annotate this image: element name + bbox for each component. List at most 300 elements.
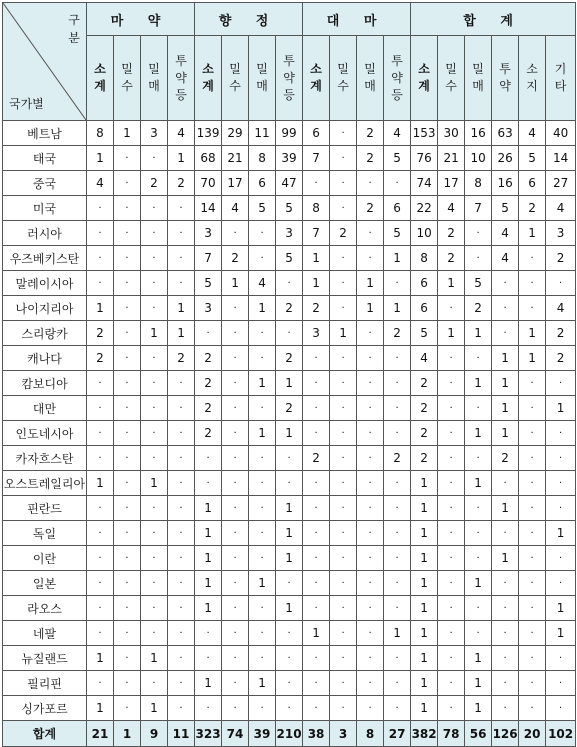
value-cell: · (141, 296, 168, 321)
value-cell: 2 (357, 121, 384, 146)
subheader-total-4 (519, 36, 546, 121)
subheader-label: 소지 (526, 62, 538, 93)
value-cell: 1 (195, 496, 222, 521)
value-cell: · (519, 421, 546, 446)
value-cell: · (465, 621, 492, 646)
value-cell: · (492, 296, 519, 321)
value-cell: · (330, 246, 357, 271)
value-cell: · (438, 596, 465, 621)
value-cell: 4 (546, 196, 576, 221)
value-cell: 1 (249, 571, 276, 596)
country-name: 오스트레일리아 (3, 471, 87, 496)
value-cell: · (114, 246, 141, 271)
value-cell: 1 (87, 296, 114, 321)
value-cell: · (276, 446, 303, 471)
value-cell: · (222, 521, 249, 546)
value-cell: · (438, 671, 465, 696)
value-cell: 153 (411, 121, 438, 146)
value-cell: 2 (195, 396, 222, 421)
value-cell: · (168, 196, 195, 221)
table-row (3, 396, 576, 421)
value-cell: · (519, 496, 546, 521)
value-cell: · (384, 421, 411, 446)
value-cell: · (87, 621, 114, 646)
value-cell: · (357, 646, 384, 671)
value-cell: · (222, 221, 249, 246)
value-cell: 1 (195, 596, 222, 621)
value-cell: · (249, 621, 276, 646)
value-cell: · (276, 321, 303, 346)
value-cell: 4 (168, 121, 195, 146)
value-cell: · (249, 546, 276, 571)
value-cell: · (546, 571, 576, 596)
value-cell: 1 (465, 571, 492, 596)
value-cell: 1 (276, 371, 303, 396)
value-cell: · (222, 421, 249, 446)
value-cell: · (438, 646, 465, 671)
subheader-label: 소계 (94, 62, 106, 93)
table-row (3, 671, 576, 696)
value-cell: 39 (249, 721, 276, 747)
subheader-total-5 (546, 36, 576, 121)
value-cell: · (249, 246, 276, 271)
value-cell: · (438, 346, 465, 371)
value-cell: 1 (249, 371, 276, 396)
value-cell: · (492, 596, 519, 621)
value-cell: 21 (222, 146, 249, 171)
value-cell: · (330, 371, 357, 396)
value-cell: · (303, 171, 330, 196)
value-cell: 1 (330, 321, 357, 346)
value-cell: · (465, 546, 492, 571)
value-cell: 27 (384, 721, 411, 747)
value-cell: 102 (546, 721, 576, 747)
value-cell: · (276, 571, 303, 596)
value-cell: · (114, 546, 141, 571)
country-column-label: 국가별 (9, 97, 44, 111)
value-cell: · (195, 471, 222, 496)
value-cell: 6 (411, 271, 438, 296)
value-cell: 1 (195, 671, 222, 696)
value-cell: 1 (492, 396, 519, 421)
value-cell: 1 (357, 296, 384, 321)
value-cell: 1 (492, 371, 519, 396)
value-cell: · (276, 621, 303, 646)
value-cell: · (249, 446, 276, 471)
value-cell: · (195, 696, 222, 721)
value-cell: 99 (276, 121, 303, 146)
value-cell: 27 (546, 171, 576, 196)
value-cell: 1 (141, 321, 168, 346)
subheader-label: 소계 (418, 62, 430, 93)
country-name: 말레이시아 (3, 271, 87, 296)
value-cell: 6 (249, 171, 276, 196)
value-cell: · (168, 596, 195, 621)
value-cell: 14 (195, 196, 222, 221)
value-cell: · (492, 621, 519, 646)
value-cell: 5 (249, 196, 276, 221)
value-cell: · (222, 646, 249, 671)
value-cell: · (519, 621, 546, 646)
value-cell: · (249, 596, 276, 621)
value-cell: · (141, 346, 168, 371)
value-cell: 2 (276, 346, 303, 371)
value-cell: 38 (303, 721, 330, 747)
value-cell: 17 (222, 171, 249, 196)
value-cell: 1 (465, 371, 492, 396)
value-cell: 3 (330, 721, 357, 747)
value-cell: · (465, 346, 492, 371)
value-cell: 126 (492, 721, 519, 747)
value-cell: 1 (222, 271, 249, 296)
value-cell: · (357, 696, 384, 721)
table-row (3, 646, 576, 671)
value-cell: · (168, 646, 195, 671)
value-cell: · (330, 171, 357, 196)
value-cell: · (519, 396, 546, 421)
value-cell: 4 (492, 221, 519, 246)
subheader-total-3 (492, 36, 519, 121)
value-cell: 1 (411, 621, 438, 646)
value-cell: 4 (519, 121, 546, 146)
value-cell: 11 (249, 121, 276, 146)
value-cell: · (357, 671, 384, 696)
value-cell: 16 (492, 171, 519, 196)
subheader-narcotics-2 (141, 36, 168, 121)
value-cell: 7 (303, 146, 330, 171)
value-cell: 70 (195, 171, 222, 196)
value-cell: 1 (249, 296, 276, 321)
value-cell: 1 (546, 521, 576, 546)
value-cell: · (492, 321, 519, 346)
value-cell: 5 (384, 146, 411, 171)
value-cell: · (276, 671, 303, 696)
value-cell: · (384, 596, 411, 621)
subheader-label: 소계 (202, 62, 214, 93)
value-cell: · (276, 471, 303, 496)
table-row (3, 621, 576, 646)
value-cell: 1 (114, 721, 141, 747)
value-cell: · (222, 496, 249, 521)
subheader-cannabis-0 (303, 36, 330, 121)
value-cell: · (519, 521, 546, 546)
value-cell: 9 (141, 721, 168, 747)
value-cell: · (519, 571, 546, 596)
value-cell: 8 (465, 171, 492, 196)
value-cell: 56 (465, 721, 492, 747)
value-cell: 3 (303, 321, 330, 346)
value-cell: 16 (465, 121, 492, 146)
value-cell: · (330, 571, 357, 596)
value-cell: 5 (519, 146, 546, 171)
value-cell: 74 (222, 721, 249, 747)
value-cell: · (330, 421, 357, 446)
value-cell: 1 (438, 321, 465, 346)
value-cell: · (357, 596, 384, 621)
value-cell: · (87, 546, 114, 571)
value-cell: · (222, 371, 249, 396)
country-name: 라오스 (3, 596, 87, 621)
value-cell: · (114, 596, 141, 621)
value-cell: · (330, 596, 357, 621)
value-cell: 2 (438, 221, 465, 246)
value-cell: · (222, 321, 249, 346)
country-name: 네팔 (3, 621, 87, 646)
value-cell: 68 (195, 146, 222, 171)
value-cell: · (357, 371, 384, 396)
value-cell: · (492, 471, 519, 496)
value-cell: · (114, 171, 141, 196)
value-cell: · (519, 296, 546, 321)
value-cell: 5 (276, 246, 303, 271)
subheader-narcotics-1 (114, 36, 141, 121)
value-cell: 1 (114, 121, 141, 146)
value-cell: · (222, 396, 249, 421)
value-cell: 2 (141, 171, 168, 196)
value-cell: · (222, 296, 249, 321)
value-cell: · (303, 421, 330, 446)
value-cell: · (546, 646, 576, 671)
value-cell: · (519, 696, 546, 721)
subheader-label: 투약 (499, 62, 511, 93)
value-cell: · (249, 321, 276, 346)
value-cell: 1 (87, 471, 114, 496)
value-cell: 1 (492, 421, 519, 446)
value-cell: · (141, 621, 168, 646)
value-cell: 6 (411, 296, 438, 321)
value-cell: 1 (465, 321, 492, 346)
value-cell: 2 (303, 446, 330, 471)
country-name: 우즈베키스탄 (3, 246, 87, 271)
value-cell: 74 (411, 171, 438, 196)
value-cell: · (168, 621, 195, 646)
value-cell: · (114, 521, 141, 546)
value-cell: 21 (87, 721, 114, 747)
value-cell: · (222, 621, 249, 646)
value-cell: · (114, 621, 141, 646)
value-cell: 1 (465, 471, 492, 496)
value-cell: 5 (492, 196, 519, 221)
value-cell: 1 (411, 546, 438, 571)
value-cell: 1 (411, 671, 438, 696)
value-cell: · (87, 571, 114, 596)
value-cell: 8 (411, 246, 438, 271)
value-cell: 1 (465, 646, 492, 671)
value-cell: · (330, 196, 357, 221)
value-cell: 6 (303, 121, 330, 146)
subheader-label: 밀매 (256, 62, 268, 93)
value-cell: · (546, 471, 576, 496)
value-cell: · (141, 246, 168, 271)
country-name: 러시아 (3, 221, 87, 246)
value-cell: · (141, 446, 168, 471)
value-cell: · (438, 446, 465, 471)
value-cell: 22 (411, 196, 438, 221)
value-cell: 1 (357, 271, 384, 296)
value-cell: 11 (168, 721, 195, 747)
value-cell: · (330, 471, 357, 496)
value-cell: · (465, 596, 492, 621)
value-cell: · (357, 471, 384, 496)
value-cell: · (465, 221, 492, 246)
value-cell: · (357, 621, 384, 646)
value-cell: 1 (465, 421, 492, 446)
value-cell: · (87, 371, 114, 396)
subheader-label: 밀수 (121, 62, 133, 93)
value-cell: · (303, 371, 330, 396)
subheader-narcotics-0 (87, 36, 114, 121)
value-cell: · (384, 671, 411, 696)
subheader-label: 소계 (310, 62, 322, 93)
value-cell: 1 (411, 596, 438, 621)
value-cell: · (168, 521, 195, 546)
value-cell: · (384, 521, 411, 546)
value-cell: · (438, 696, 465, 721)
value-cell: 4 (411, 346, 438, 371)
value-cell: 1 (492, 546, 519, 571)
value-cell: 5 (411, 321, 438, 346)
subheader-label: 밀수 (229, 62, 241, 93)
value-cell: · (114, 321, 141, 346)
value-cell: 2 (438, 246, 465, 271)
value-cell: · (114, 346, 141, 371)
subheader-cannabis-1 (330, 36, 357, 121)
country-name: 핀란드 (3, 496, 87, 521)
value-cell: · (546, 446, 576, 471)
value-cell: 1 (195, 521, 222, 546)
value-cell: · (519, 596, 546, 621)
value-cell: 3 (276, 221, 303, 246)
value-cell: 5 (276, 196, 303, 221)
value-cell: · (303, 646, 330, 671)
value-cell: 2 (195, 346, 222, 371)
table-row (3, 221, 576, 246)
value-cell: 1 (546, 596, 576, 621)
subheader-label: 밀매 (148, 62, 160, 93)
subheader-row (3, 36, 576, 121)
value-cell: 2 (357, 196, 384, 221)
value-cell: 1 (141, 696, 168, 721)
value-cell: 4 (87, 171, 114, 196)
table-row (3, 121, 576, 146)
subheader-total-0 (411, 36, 438, 121)
value-cell: · (87, 421, 114, 446)
value-cell: · (141, 521, 168, 546)
subheader-label: 투약등 (175, 53, 187, 102)
value-cell: · (465, 496, 492, 521)
value-cell: · (330, 396, 357, 421)
value-cell: · (330, 646, 357, 671)
value-cell: 76 (411, 146, 438, 171)
value-cell: 7 (195, 246, 222, 271)
value-cell: 8 (249, 146, 276, 171)
value-cell: · (330, 671, 357, 696)
value-cell: · (141, 546, 168, 571)
value-cell: · (222, 571, 249, 596)
value-cell: · (330, 121, 357, 146)
corner-header-cell (3, 3, 87, 121)
value-cell: · (330, 696, 357, 721)
value-cell: 17 (438, 171, 465, 196)
value-cell: 1 (195, 546, 222, 571)
value-cell: 4 (438, 196, 465, 221)
value-cell: · (546, 371, 576, 396)
value-cell: · (249, 471, 276, 496)
value-cell: 1 (519, 221, 546, 246)
value-cell: 1 (87, 146, 114, 171)
value-cell: · (384, 646, 411, 671)
value-cell: · (249, 521, 276, 546)
table-row (3, 546, 576, 571)
value-cell: · (114, 296, 141, 321)
value-cell: 21 (438, 146, 465, 171)
table-row (3, 321, 576, 346)
subheader-label: 투약등 (391, 53, 403, 102)
value-cell: 5 (195, 271, 222, 296)
table-row (3, 521, 576, 546)
value-cell: · (195, 321, 222, 346)
value-cell: 7 (303, 221, 330, 246)
value-cell: · (546, 696, 576, 721)
value-cell: · (384, 571, 411, 596)
value-cell: · (303, 571, 330, 596)
value-cell: 1 (411, 521, 438, 546)
subheader-total-1 (438, 36, 465, 121)
value-cell: · (141, 421, 168, 446)
value-cell: 2 (411, 396, 438, 421)
value-cell: · (114, 646, 141, 671)
drug-statistics-table-wrapper (2, 2, 576, 747)
value-cell: 2 (519, 196, 546, 221)
value-cell: · (222, 346, 249, 371)
value-cell: · (465, 521, 492, 546)
value-cell: · (141, 146, 168, 171)
country-name: 일본 (3, 571, 87, 596)
value-cell: · (249, 346, 276, 371)
value-cell: · (114, 146, 141, 171)
value-cell: · (519, 371, 546, 396)
value-cell: 1 (276, 421, 303, 446)
value-cell: · (465, 396, 492, 421)
value-cell: 2 (168, 346, 195, 371)
value-cell: 2 (546, 246, 576, 271)
value-cell: · (87, 396, 114, 421)
subheader-label: 밀수 (445, 62, 457, 93)
value-cell: 4 (546, 296, 576, 321)
value-cell: · (357, 446, 384, 471)
country-name: 뉴질랜드 (3, 646, 87, 671)
value-cell: · (141, 596, 168, 621)
value-cell: · (222, 546, 249, 571)
value-cell: 2 (546, 321, 576, 346)
subheader-cannabis-3 (384, 36, 411, 121)
value-cell: · (519, 246, 546, 271)
value-cell: 2 (492, 446, 519, 471)
value-cell: 40 (546, 121, 576, 146)
value-cell: · (357, 346, 384, 371)
value-cell: 1 (384, 246, 411, 271)
value-cell: 1 (249, 671, 276, 696)
value-cell: · (438, 571, 465, 596)
value-cell: 1 (411, 646, 438, 671)
value-cell: · (330, 346, 357, 371)
value-cell: · (303, 546, 330, 571)
value-cell: 2 (384, 446, 411, 471)
value-cell: · (303, 521, 330, 546)
value-cell: · (492, 646, 519, 671)
value-cell: · (357, 421, 384, 446)
subheader-total-2 (465, 36, 492, 121)
